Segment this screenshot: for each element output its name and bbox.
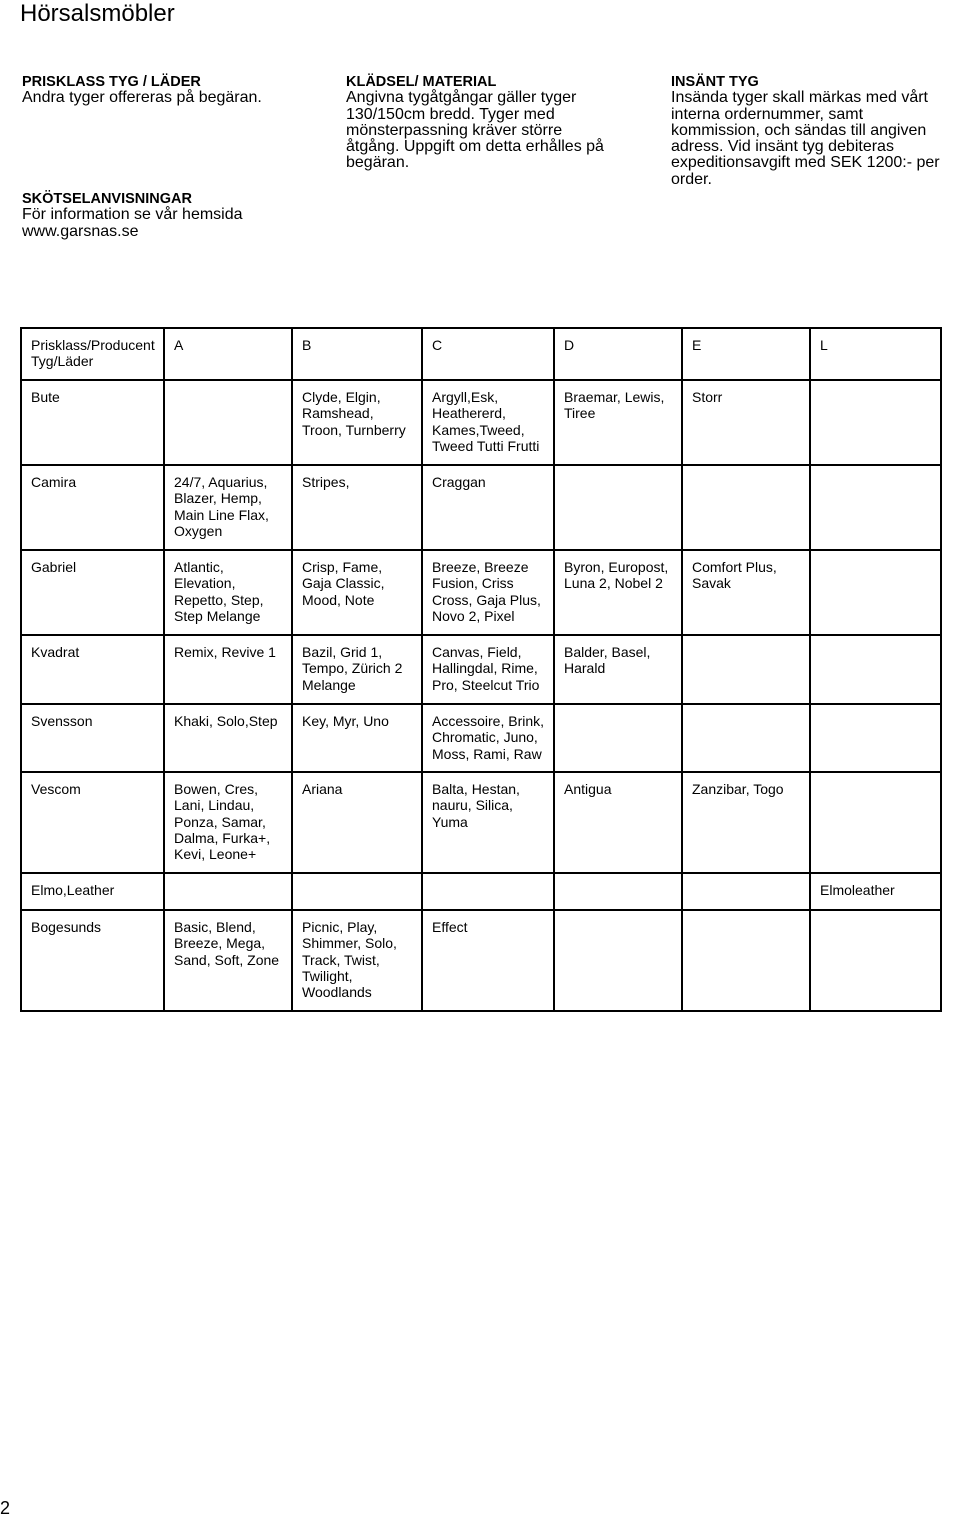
upholstery-material-text: Angivna tygåtgångar gäller tyger 130/150cm bredd. Tyger med mönsterpassning kräver större åtgång. Uppgift om detta erhålles på begäran. [346, 89, 604, 172]
header-cell: L [810, 328, 941, 380]
table-cell [810, 380, 941, 465]
table-cell [554, 465, 682, 550]
table-row [21, 380, 941, 465]
table-cell: Svensson [21, 704, 164, 772]
table-cell: Stripes, [292, 465, 422, 550]
price-class-info [22, 74, 312, 107]
table-cell: Comfort Plus, Savak [682, 550, 810, 635]
table-header-row [21, 328, 941, 380]
table-cell: Bogesunds [21, 910, 164, 1011]
table-cell: Ariana [292, 772, 422, 873]
table-cell: Vescom [21, 772, 164, 873]
table-cell: 24/7, Aquarius, Blazer, Hemp, Main Line Flax, Oxygen [164, 465, 292, 550]
table-cell [810, 772, 941, 873]
table-cell: Key, Myr, Uno [292, 704, 422, 772]
table-cell [810, 550, 941, 635]
header-cell: B [292, 328, 422, 380]
table-cell: Canvas, Field, Hallingdal, Rime, Pro, Steelcut Trio [422, 635, 554, 704]
table-cell [682, 910, 810, 1011]
sent-fabric-text: Insända tyger skall märkas med vårt interna ordernummer, samt kommission, och sändas till angiven adress. Vid insänt tyg debiteras expeditionsavgift med SEK 1200:- per order. [671, 89, 940, 188]
table-cell: Balta, Hestan, nauru, Silica, Yuma [422, 772, 554, 873]
table-cell: Kvadrat [21, 635, 164, 704]
table-cell: Balder, Basel, Harald [554, 635, 682, 704]
header-cell: D [554, 328, 682, 380]
upholstery-material-info [346, 74, 646, 172]
header-cell: E [682, 328, 810, 380]
table-cell [292, 873, 422, 910]
table-cell: Byron, Europost, Luna 2, Nobel 2 [554, 550, 682, 635]
table-cell: Picnic, Play, Shimmer, Solo, Track, Twist, Twilight, Woodlands [292, 910, 422, 1011]
table-row [21, 550, 941, 635]
table-cell: Argyll,Esk, Heathererd, Kames,Tweed, Tweed Tutti Frutti [422, 380, 554, 465]
table-cell: Antigua [554, 772, 682, 873]
care-instructions-info [22, 191, 312, 240]
header-cell: C [422, 328, 554, 380]
upholstery-material-heading: KLÄDSEL/ MATERIAL [346, 74, 497, 90]
table-cell [810, 465, 941, 550]
table-cell [164, 380, 292, 465]
table-cell: Atlantic, Elevation, Repetto, Step, Step Melange [164, 550, 292, 635]
table-cell: Camira [21, 465, 164, 550]
table-cell: Clyde, Elgin, Ramshead, Troon, Turnberry [292, 380, 422, 465]
table-cell: Remix, Revive 1 [164, 635, 292, 704]
table-cell: Elmoleather [810, 873, 941, 910]
table-cell: Bute [21, 380, 164, 465]
table-cell [810, 910, 941, 1011]
table-row [21, 910, 941, 1011]
table-cell [554, 910, 682, 1011]
page-title: Hörsalsmöbler [20, 0, 175, 27]
table-cell: Khaki, Solo,Step [164, 704, 292, 772]
sent-fabric-info [671, 74, 960, 188]
table-cell [682, 873, 810, 910]
page-number: 2 [0, 1498, 11, 1518]
table-cell: Basic, Blend, Breeze, Mega, Sand, Soft, Zone [164, 910, 292, 1011]
price-class-text: Andra tyger offereras på begäran. [22, 89, 262, 107]
table-cell: Bowen, Cres, Lani, Lindau, Ponza, Samar, Dalma, Furka+, Kevi, Leone+ [164, 772, 292, 873]
table-cell: Craggan [422, 465, 554, 550]
sent-fabric-heading: INSÄNT TYG [671, 74, 759, 90]
table-cell [810, 704, 941, 772]
header-cell: A [164, 328, 292, 380]
table-row [21, 465, 941, 550]
care-instructions-text: För information se vår hemsida www.garsnas.se [22, 206, 243, 240]
table-cell: Gabriel [21, 550, 164, 635]
table-cell: Zanzibar, Togo [682, 772, 810, 873]
fabric-price-table [20, 327, 942, 1012]
table-cell [554, 704, 682, 772]
table-cell [422, 873, 554, 910]
table-cell: Effect [422, 910, 554, 1011]
table-row [21, 772, 941, 873]
table-cell: Braemar, Lewis, Tiree [554, 380, 682, 465]
table-cell [810, 635, 941, 704]
table-cell [164, 873, 292, 910]
table-cell [682, 465, 810, 550]
table-cell: Storr [682, 380, 810, 465]
table-cell: Elmo,Leather [21, 873, 164, 910]
table-cell: Crisp, Fame, Gaja Classic, Mood, Note [292, 550, 422, 635]
table-cell [554, 873, 682, 910]
table-row [21, 635, 941, 704]
header-cell: Prisklass/Producent Tyg/Läder [21, 328, 164, 380]
table-cell [682, 635, 810, 704]
table-cell [682, 704, 810, 772]
table-row [21, 704, 941, 772]
table-cell: Accessoire, Brink, Chromatic, Juno, Moss, Rami, Raw [422, 704, 554, 772]
care-instructions-heading: SKÖTSELANVISNINGAR [22, 191, 192, 207]
price-class-heading: PRISKLASS TYG / LÄDER [22, 74, 201, 90]
table-row [21, 873, 941, 910]
table-cell: Breeze, Breeze Fusion, Criss Cross, Gaja Plus, Novo 2, Pixel [422, 550, 554, 635]
table-cell: Bazil, Grid 1, Tempo, Zürich 2 Melange [292, 635, 422, 704]
